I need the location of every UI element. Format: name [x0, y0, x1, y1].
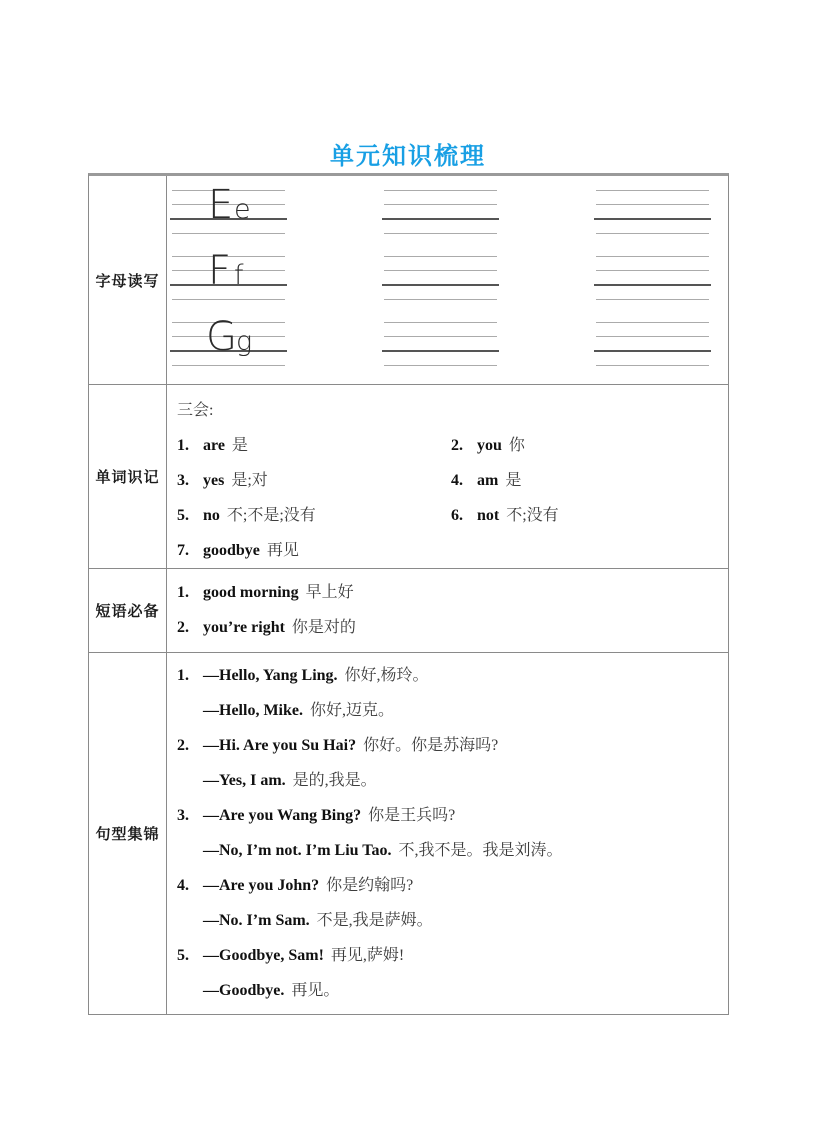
row-label: 句型集锦: [95, 826, 160, 843]
row-phrases-content: [167, 569, 728, 652]
word-en: not: [477, 507, 500, 524]
word-zh: 不;不是;没有: [226, 507, 316, 524]
word-en: no: [203, 507, 220, 524]
writing-grid-blank: [596, 256, 709, 300]
sentence-number: 5.: [177, 947, 189, 964]
writing-grid-blank: [596, 322, 709, 366]
sentence-zh: 你好,杨玲。: [344, 667, 429, 684]
sentence-zh: 你好,迈克。: [309, 702, 394, 719]
four-line-guide: [596, 322, 709, 366]
sentence-en: —Yes, I am.: [203, 772, 286, 789]
row-words-label-cell: [89, 385, 167, 568]
phrase-number: 2.: [177, 619, 189, 636]
word-en: goodbye: [203, 542, 260, 559]
row-words-content: [167, 385, 728, 568]
sentence-number: 2.: [177, 737, 189, 754]
sentence-en: —Are you John?: [203, 877, 320, 894]
row-letters-content: [167, 176, 728, 384]
word-number: 1.: [177, 437, 189, 454]
writing-grid-blank: [596, 190, 709, 234]
sentence-line: [167, 868, 728, 903]
row-phrases-label-cell: [89, 569, 167, 652]
sentence-number: 3.: [177, 807, 189, 824]
phrase-en: you’re right: [203, 619, 285, 636]
writing-grid-blank: [384, 256, 497, 300]
sentence-reply-line: [167, 833, 728, 868]
sentence-en: —Hello, Yang Ling.: [203, 667, 338, 684]
row-sentences-label-cell: [89, 653, 167, 1014]
word-zh: 是: [505, 472, 522, 489]
four-line-guide: [596, 190, 709, 234]
writing-grid-blank: [384, 190, 497, 234]
sentence-zh: 你好。你是苏海吗?: [363, 737, 499, 754]
word-zh: 你: [508, 437, 525, 454]
word-item: [177, 533, 451, 568]
words-grid: [177, 428, 728, 568]
word-number: 3.: [177, 472, 189, 489]
phrase-zh: 你是对的: [291, 619, 356, 636]
sentence-reply-line: [167, 693, 728, 728]
four-line-guide: [172, 182, 285, 234]
row-label: 短语必备: [95, 603, 160, 620]
knowledge-table: [88, 173, 729, 1015]
row-phrases: [89, 569, 728, 653]
sentence-reply-line: [167, 903, 728, 938]
word-number: 2.: [451, 437, 463, 454]
sentence-en: —Hello, Mike.: [203, 702, 303, 719]
word-item: [177, 463, 451, 498]
four-line-guide: [172, 248, 285, 300]
words-intro: [177, 393, 728, 428]
word-en: you: [477, 437, 502, 454]
phrase-en: good morning: [203, 584, 299, 601]
sentence-zh: 再见,萨姆!: [330, 947, 405, 964]
word-number: 6.: [451, 507, 463, 524]
sentence-zh: 你是约翰吗?: [326, 877, 414, 894]
four-line-guide: [172, 314, 285, 366]
letter-lower: e: [234, 194, 251, 225]
row-label: 字母读写: [95, 272, 160, 290]
writing-grid-ff: [172, 248, 285, 300]
writing-grid-blank: [384, 322, 497, 366]
word-number: 5.: [177, 507, 189, 524]
row-letters: [89, 176, 728, 385]
sentence-line: [167, 938, 728, 973]
sentence-line: [167, 658, 728, 693]
words-intro-text: 三会:: [177, 402, 214, 419]
sentence-en: —Goodbye, Sam!: [203, 947, 324, 964]
word-zh: 再见: [266, 542, 299, 559]
writing-grid-ee: [172, 182, 285, 234]
four-line-guide: [384, 190, 497, 234]
phrase-number: 1.: [177, 584, 189, 601]
word-number: 4.: [451, 472, 463, 489]
sentence-en: —Are you Wang Bing?: [203, 807, 362, 824]
sentence-number: 4.: [177, 877, 189, 894]
writing-grid-gg: [172, 314, 285, 366]
sentence-line: [167, 728, 728, 763]
four-line-guide: [596, 256, 709, 300]
four-line-guide: [384, 322, 497, 366]
phrase-item: [177, 610, 728, 645]
word-number: 7.: [177, 542, 189, 559]
sentence-en: —No. I’m Sam.: [203, 912, 310, 929]
sentence-line: [167, 798, 728, 833]
sentence-zh: 不是,我是萨姆。: [316, 912, 433, 929]
word-item: [451, 428, 728, 463]
sentence-reply-line: [167, 763, 728, 798]
row-sentences: [89, 653, 728, 1014]
writing-grids: [167, 176, 728, 366]
sentence-number: 1.: [177, 667, 189, 684]
letter-upper: G: [206, 314, 237, 360]
sentence-reply-line: [167, 973, 728, 1008]
row-sentences-content: [167, 653, 728, 1014]
word-en: are: [203, 437, 225, 454]
four-line-guide: [384, 256, 497, 300]
sentence-en: —Goodbye.: [203, 982, 285, 999]
word-zh: 是: [231, 437, 248, 454]
row-words: [89, 385, 728, 569]
phrase-zh: 早上好: [305, 584, 354, 601]
word-en: yes: [203, 472, 225, 489]
word-en: am: [477, 472, 499, 489]
letter-lower: g: [236, 326, 253, 357]
page-title: 单元知识梳理: [330, 143, 486, 170]
sentence-zh: 不,我不是。我是刘涛。: [398, 842, 563, 859]
word-item: [451, 498, 728, 533]
letter-lower: f: [234, 260, 244, 291]
sentence-zh: 再见。: [291, 982, 340, 999]
word-item: [451, 463, 728, 498]
sentence-en: —No, I’m not. I’m Liu Tao.: [203, 842, 392, 859]
sentence-zh: 是的,我是。: [292, 772, 377, 789]
letter-upper: E: [208, 182, 234, 228]
row-label: 单词识记: [95, 469, 160, 486]
sentence-en: —Hi. Are you Su Hai?: [203, 737, 357, 754]
word-zh: 是;对: [231, 472, 268, 489]
word-zh: 不;没有: [506, 507, 559, 524]
phrase-item: [177, 575, 728, 610]
sentence-zh: 你是王兵吗?: [368, 807, 456, 824]
word-item: [177, 428, 451, 463]
letter-upper: F: [208, 248, 232, 294]
word-item: [177, 498, 451, 533]
row-letters-label-cell: [89, 176, 167, 384]
